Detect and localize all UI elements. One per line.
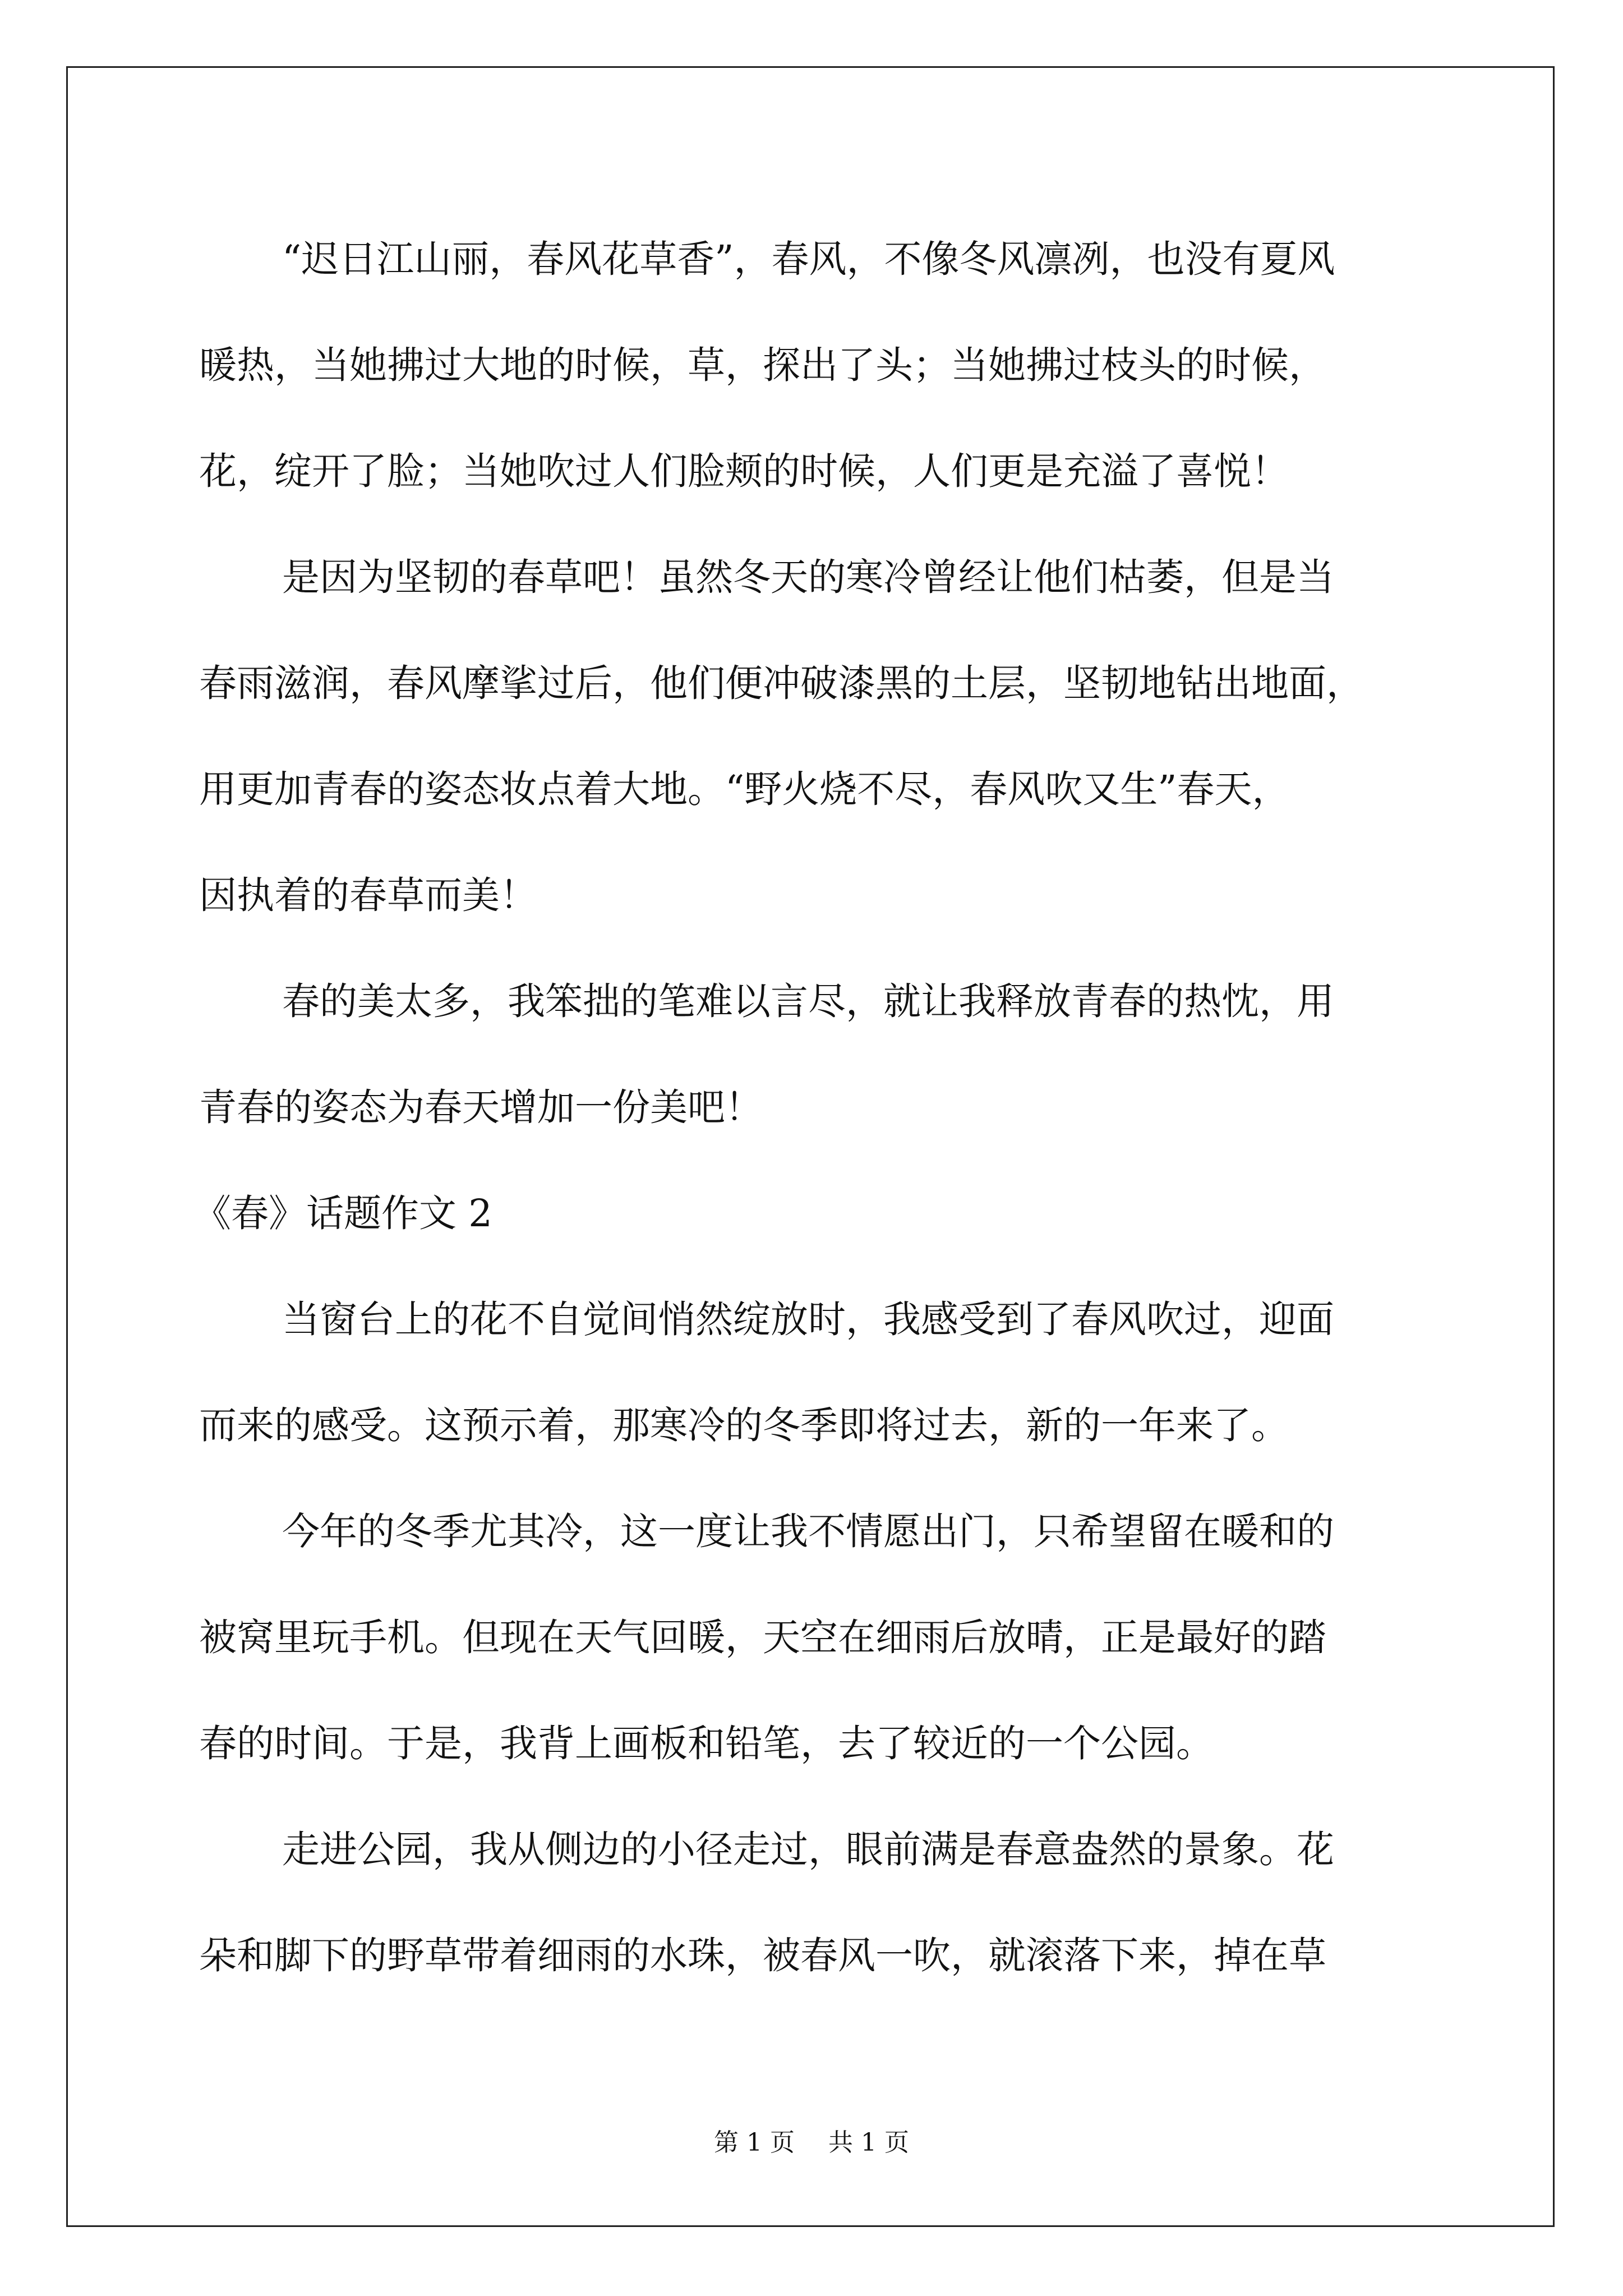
text-line: 因执着的春草而美！ (199, 873, 537, 917)
text-line: 当窗台上的花不自觉间悄然绽放时，我感受到了春风吹过，迎面 (282, 1297, 1334, 1341)
text-line: 春的时间。于是，我背上画板和铅笔，去了较近的一个公园。 (199, 1722, 1214, 1765)
text-line: 青春的姿态为春天增加一份美吧！ (199, 1085, 763, 1129)
text-line: 春雨滋润，春风摩挲过后，他们便冲破漆黑的土层，坚韧地钻出地面， (199, 661, 1364, 705)
text-line: 今年的冬季尤其冷，这一度让我不情愿出门，只希望留在暖和的 (282, 1510, 1334, 1553)
text-line: “迟日江山丽，春风花草香”，春风，不像冬风凛冽，也没有夏风 (282, 237, 1335, 281)
text-line: 春的美太多，我笨拙的笔难以言尽，就让我释放青春的热忱，用 (282, 979, 1334, 1023)
text-line: 花，绽开了脸；当她吹过人们脸颊的时候，人们更是充溢了喜悦！ (199, 449, 1289, 493)
text-line: 走进公园，我从侧边的小径走过，眼前满是春意盎然的景象。花 (282, 1828, 1334, 1871)
page-footer (0, 2126, 1623, 2160)
text-line: 是因为坚韧的春草吧！虽然冬天的寒冷曾经让他们枯萎，但是当 (282, 555, 1334, 599)
text-line: 朵和脚下的野草带着细雨的水珠，被春风一吹，就滚落下来，掉在草 (199, 1934, 1326, 1977)
section-heading: 《春》话题作文 2 (193, 1191, 492, 1235)
text-line: 用更加青春的姿态妆点着大地。“野火烧不尽，春风吹又生”春天， (199, 767, 1290, 811)
text-line: 而来的感受。这预示着，那寒冷的冬季即将过去，新的一年来了。 (199, 1404, 1289, 1447)
text-line: 暖热，当她拂过大地的时候，草，探出了头；当她拂过枝头的时候， (199, 343, 1326, 387)
page-total: 共 1 页 (828, 2128, 909, 2157)
document-body (193, 206, 1461, 2009)
page-number: 第 1 页 (714, 2128, 795, 2157)
text-line: 被窝里玩手机。但现在天气回暖，天空在细雨后放晴，正是最好的踏 (199, 1616, 1326, 1659)
